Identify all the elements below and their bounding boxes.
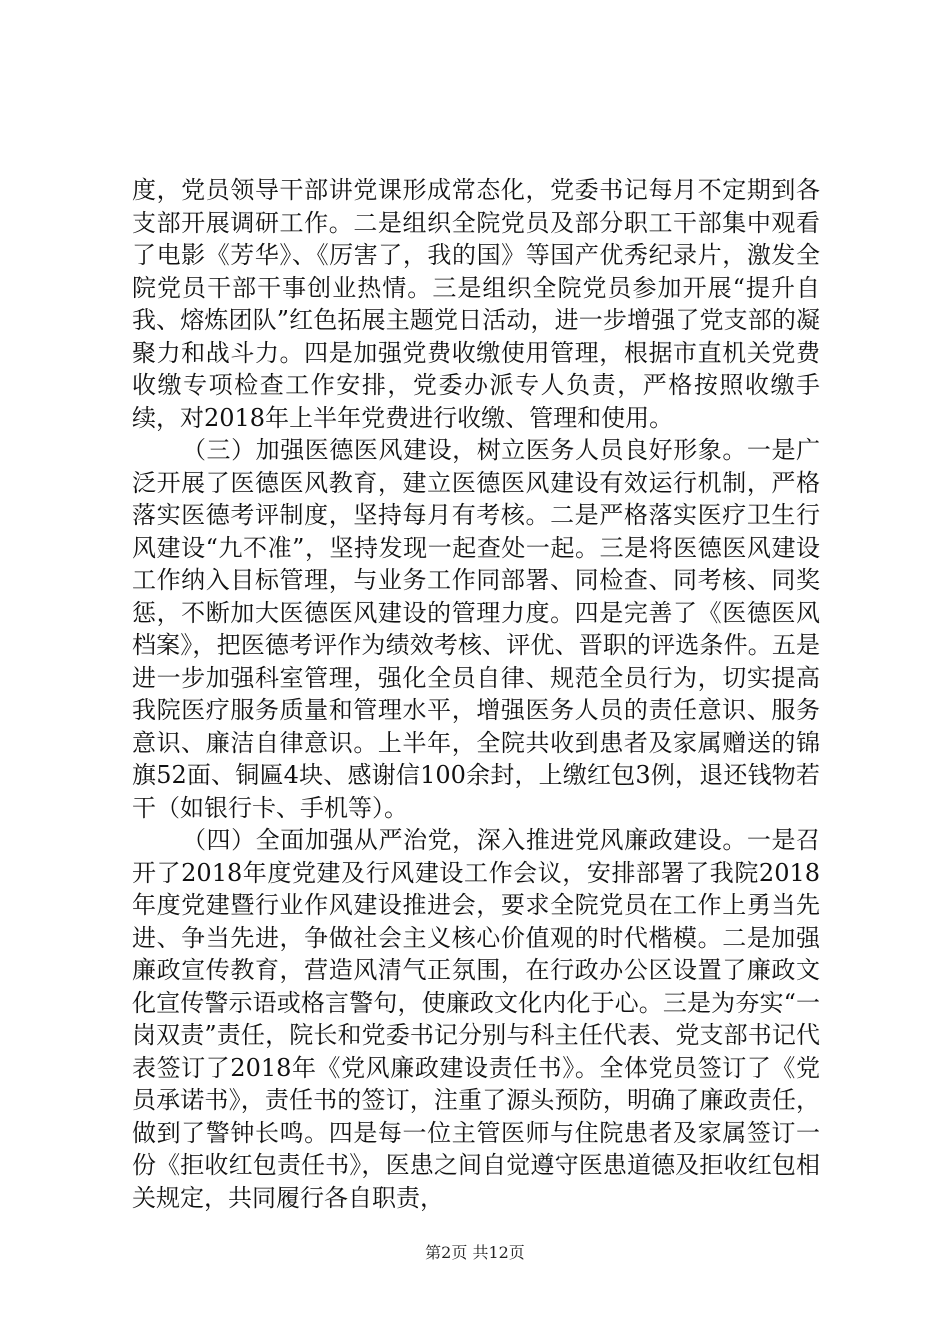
paragraph-continuation: 度，党员领导干部讲党课形成常态化，党委书记每月不定期到各支部开展调研工作。二是组织全院党员及部分职工干部集中观看了电影《芳华》、《厉害了，我的国》等国产优秀纪录片，激发全院党员干部干事创业热情。三是组织全院党员参加开展“提升自我、熔炼团队”红色拓展主题党日活动，进一步增强了党支部的凝聚力和战斗力。四是加强党费收缴使用管理，根据市直机关党费收缴专项检查工作安排，党委办派专人负责，严格按照收缴手续，对2018年上半年党费进行收缴、管理和使用。 [132,176,820,432]
document-body [132,174,820,1214]
page-footer: 第2页 共12页 [425,1243,525,1262]
paragraph-section-four: （四）全面加强从严治党，深入推进党风廉政建设。一是召开了2018年度党建及行风建设工作会议，安排部署了我院2018年度党建暨行业作风建设推进会，要求全院党员在工作上勇当先进、争当先进，争做社会主义核心价值观的时代楷模。二是加强廉政宣传教育，营造风清气正氛围，在行政办公区设置了廉政文化宣传警示语或格言警句，使廉政文化内化于心。三是为夯实“一岗双责”责任，院长和党委书记分别与科主任代表、党支部书记代表签订了2018年《党风廉政建设责任书》。全体党员签订了《党员承诺书》，责任书的签订，注重了源头预防，明确了廉政责任，做到了警钟长鸣。四是每一位主管医师与住院患者及家属签订一份《拒收红包责任书》，医患之间自觉遵守医患道德及拒收红包相关规定，共同履行各自职责， [132,826,820,1212]
paragraph-section-three: （三）加强医德医风建设，树立医务人员良好形象。一是广泛开展了医德医风教育，建立医德医风建设有效运行机制，严格落实医德考评制度，坚持每月有考核。二是严格落实医疗卫生行风建设“九不准”，坚持发现一起查处一起。三是将医德医风建设工作纳入目标管理，与业务工作同部署、同检查、同考核、同奖惩，不断加大医德医风建设的管理力度。四是完善了《医德医风档案》，把医德考评作为绩效考核、评优、晋职的评选条件。五是进一步加强科室管理，强化全员自律、规范全员行为，切实提高我院医疗服务质量和管理水平，增强医务人员的责任意识、服务意识、廉洁自律意识。上半年，全院共收到患者及家属赠送的锦旗52面、铜匾4块、感谢信100余封，上缴红包3例，退还钱物若干（如银行卡、手机等）。 [132,436,820,822]
